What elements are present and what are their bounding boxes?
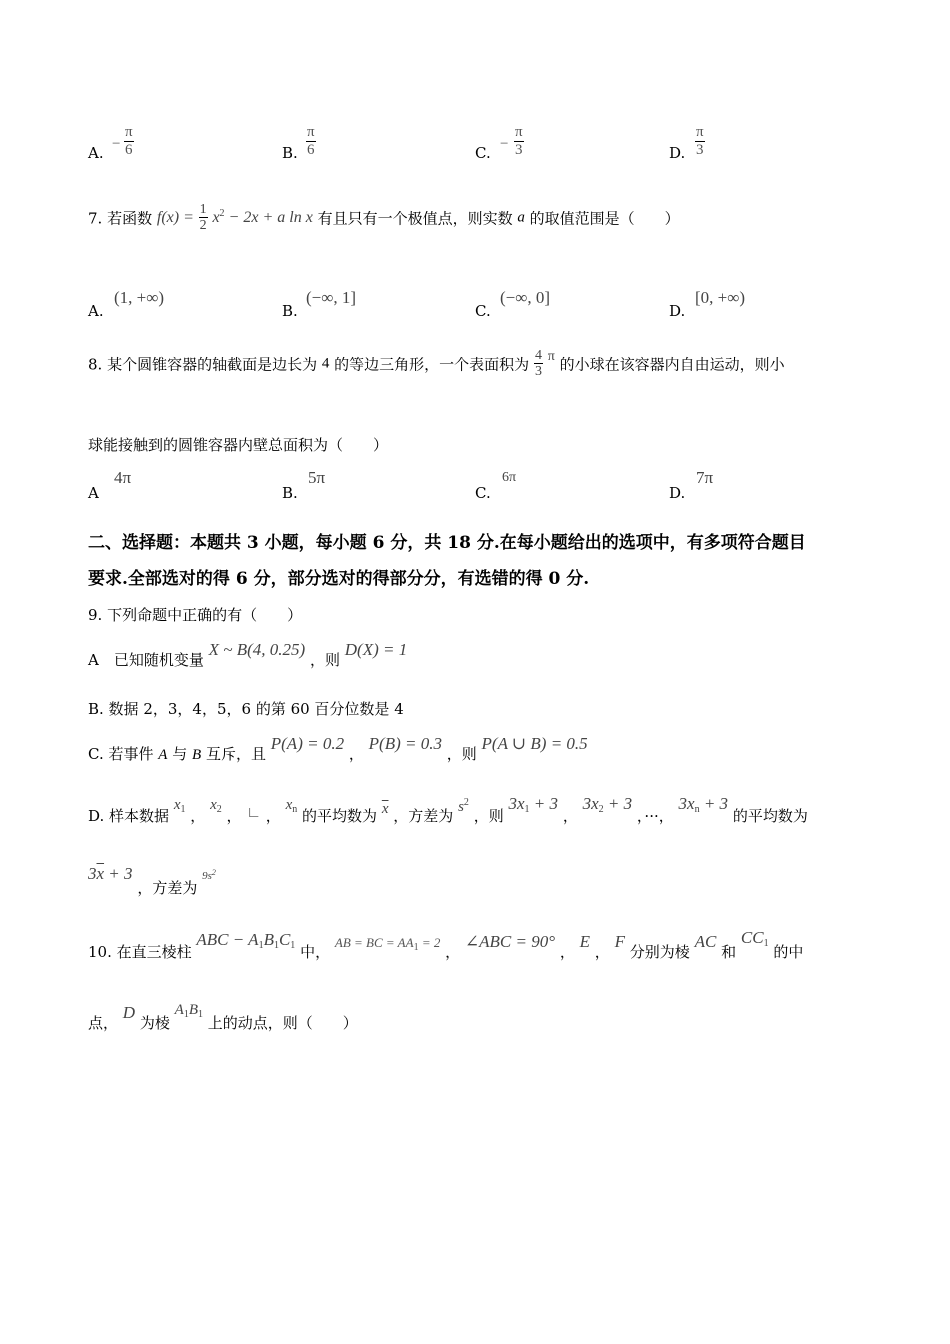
q9-option-a [88,640,407,670]
q8-prefix: 8. 某个圆锥容器的轴截面是边长为 [88,355,318,374]
q9-option-d-line2 [88,864,216,896]
q9-d-mean: 的平均数为 [302,807,378,825]
q7-option-a-value: (1, +∞) [114,288,165,307]
q9-c-text2: 互斥，且 [205,745,266,763]
q9-d-then: ，则 [473,807,504,825]
q9-c-event-a: A [158,747,168,763]
q10-cond2: ∠ABC = 90° [464,932,556,951]
section-2-heading-line2: 要求.全部选对的得 6 分，部分选对的得部分分，有选错的得 0 分. [88,569,590,589]
q8-options [88,468,888,502]
q7-half: $\frac{1}{2}$ [199,202,207,234]
q8-stem-line1 [88,348,785,398]
q10-prism: ABC − $A_1B_1C_1$ [196,930,296,951]
q7-option-d-label: D. [669,302,686,320]
q6-option-c-label: C. [475,144,491,162]
q10-in: 中， [300,943,331,961]
q8-pi: π [547,348,555,364]
q10-cond1: AB = BC = $AA_1 = 2$ [334,935,441,953]
q10-comma2: ， [559,943,575,961]
q9-d-xbar: $\overline{x}$ [381,801,389,817]
q9-c-then: ，则 [446,745,477,763]
q9-d-text: D. 样本数据 [88,807,170,825]
q7-suffix2: 的取值范围是（ ） [529,209,680,228]
q8-suffix: 的小球在该容器内自由运动，则小 [559,355,785,374]
q8-side: 4 [321,355,330,372]
q8-option-b-value: 5π [308,468,326,487]
q6-option-d-frac: $\frac{\pi}{3}$ [696,124,704,158]
q7-expr: $x^2 - 2x + a$ ln x [212,208,313,227]
q7-prefix: 7. 若函数 [88,209,153,228]
q9-d-t1: $3x_1 + 3$ [508,794,559,815]
q10-a1b1: $A_1B_1$ [174,1002,203,1020]
q9-a-then: ，则 [309,651,340,669]
q9-d-line2-expr: $3\overline{x} + 3$ [88,864,133,883]
q7-option-b-value: (−∞, 1] [306,288,357,307]
q10-line2c: 上的动点，则（ ） [207,1014,358,1032]
q9-c-m1: P(A) = 0.2 [270,734,345,753]
q10-ac: AC [694,932,717,951]
q9-d-line2-var: ，方差为 [137,879,198,897]
section-2-heading-line1: 二、选择题：本题共 3 小题，每小题 6 分，共 18 分.在每小题给出的选项中，有多项符合题目 [88,533,806,553]
q9-d-xn: $x_n$ [285,797,298,815]
q8-option-c-value: 6π [502,470,517,485]
q10-line2a: 点， [88,1014,119,1032]
q10-stem-line1 [88,928,803,960]
q6-option-c-frac: $\frac{\pi}{3}$ [515,124,523,158]
q10-resp: 分别为棱 [629,943,690,961]
q9-d-line2-9s2: 9s2 [202,868,216,882]
q7-options [88,288,888,322]
q9-a-math: X ~ B(4, 0.25) [208,640,306,659]
q10-comma1: ， [445,943,461,961]
q9-d-ell: ，···， [636,807,674,825]
q6-option-a-frac: $\frac{\pi}{6}$ [125,124,133,158]
q9-d-var: ，方差为 [393,807,454,825]
q10-line2b: 为棱 [139,1014,170,1032]
q10-d: D [122,1003,136,1022]
q6-option-b-label: B. [282,144,298,162]
q9-d-sep2: ， [226,807,242,825]
q9-d-x1: $x_1$ [173,797,186,815]
q6-option-b-frac: $\frac{\pi}{6}$ [307,124,315,158]
q10-stem-line2 [88,1002,358,1034]
q9-d-sep1: ， [190,807,206,825]
q9-d-t2: $3x_2 + 3$ [582,794,633,815]
q10-and: 和 [721,943,737,961]
q8-option-d-value: 7π [696,468,714,487]
q9-c-with: 与 [172,745,188,763]
q10-e: E [579,932,591,951]
q9-a-text: A 已知随机变量 [88,651,204,669]
q9-option-b: B. 数据 2，3，4，5，6 的第 60 百分位数是 4 [88,700,404,718]
q6-option-d-label: D. [669,144,686,162]
q7-option-c-value: (−∞, 0] [500,288,551,307]
q10-comma3: ， [594,943,610,961]
q6-option-a-sign: − [112,136,121,152]
q9-c-text: C. 若事件 [88,745,154,763]
q10-prefix: 10. 在直三棱柱 [88,943,192,961]
q8-stem-line2: 球能接触到的圆锥容器内壁总面积为（ ） [88,436,389,454]
q6-options [88,120,888,170]
q9-d-s2: $s^2$ [458,797,469,815]
q6-option-c-sign: − [500,136,509,152]
q9-c-comma: ， [348,745,364,763]
q9-option-d-line1 [88,794,808,826]
q10-mid: 的中 [773,943,804,961]
q9-option-c [88,734,588,766]
q6-option-a-label: A. [88,144,104,162]
q10-cc: $CC_1$ [740,928,769,949]
q7-option-c-label: C. [475,302,491,320]
q7-suffix: 有且只有一个极值点，则实数 [317,209,513,228]
q10-f: F [614,932,625,951]
q8-option-a-label: A [88,484,99,502]
q8-frac: $\frac{4}{3}$ [534,348,542,380]
q9-d-x2: $x_2$ [210,797,222,815]
q9-stem: 9. 下列命题中正确的有（ ） [88,606,303,624]
q9-d-sep4: ， [562,807,578,825]
q9-c-m2: P(B) = 0.3 [368,734,442,753]
q9-c-m3: P(A ∪ B) = 0.5 [481,734,588,753]
q8-middle: 的等边三角形，一个表面积为 [334,355,530,374]
q9-d-dots: ∟ [246,805,261,821]
q8-option-c-label: C. [475,484,491,502]
q8-option-d-label: D. [669,484,686,502]
q8-option-b-label: B. [282,484,298,502]
q9-d-mean2: 的平均数为 [732,807,808,825]
q9-c-event-b: B [192,747,202,763]
q7-option-b-label: B. [282,302,298,320]
q8-option-a-value: 4π [114,468,132,487]
q7-var-a: a [517,209,525,226]
q7-option-a-label: A. [88,302,104,320]
q9-d-sep3: ， [265,807,281,825]
q9-d-tn: $3x_n + 3$ [678,794,729,815]
q7-stem [88,202,680,250]
q7-option-d-value: [0, +∞) [695,288,746,307]
q7-fx: f(x) = [156,208,194,226]
q9-a-math2: D(X) = 1 [344,640,408,659]
